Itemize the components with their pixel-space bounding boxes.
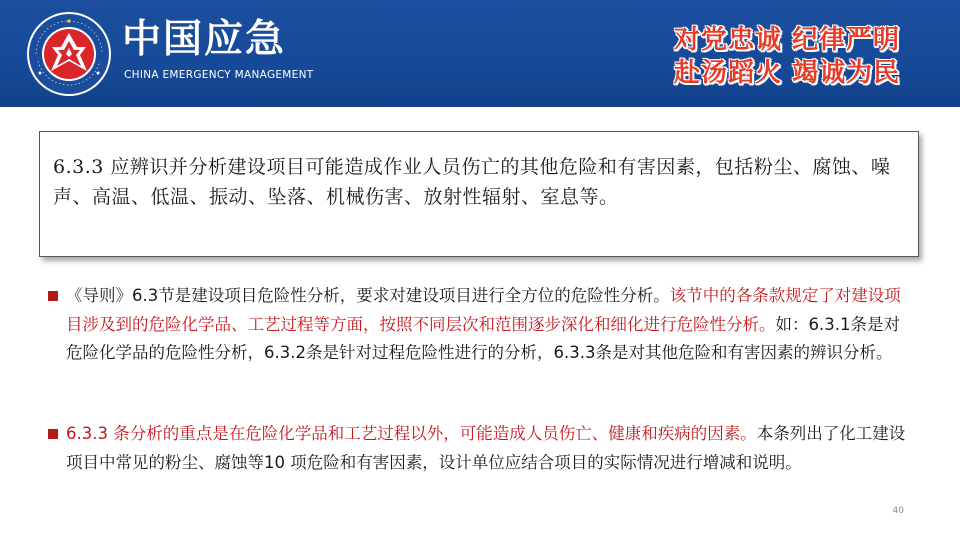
standard-quote-text: 6.3.3 应辨识并分析建设项目可能造成作业人员伤亡的其他危险和有害因素，包括粉尘、腐蚀、噪声、高温、低温、振动、坠落、机械伤害、放射性辐射、室息等。 (53, 156, 891, 208)
logo-chinese: 中国应急 (122, 17, 287, 62)
logo-english: CHINA EMERGENCY MANAGEMENT (124, 69, 314, 81)
china-emergency-management-emblem (26, 11, 112, 97)
page-number: 40 (892, 506, 904, 516)
standard-quote-box (39, 131, 919, 257)
bullet-2-part-1-highlight: 6.3.3 条分析的重点是在危险化学品和工艺过程以外，可能造成人员伤亡、健康和疾病的因素。 (66, 424, 757, 443)
bullet-1-part-2-highlight: 该节中的各条款规定了对建设项目涉及到的危险化学品、工艺过程等方面，按照不同层次和范围逐步深化和细化进行危险性分析。 (66, 286, 901, 334)
slogan-line-2: 赴汤蹈火 竭诚为民 (673, 58, 900, 88)
bullet-1-part-1: 《导则》6.3节是建设项目危险性分析，要求对建设项目进行全方位的危险性分析。 (66, 286, 670, 305)
bullet-item-1 (48, 282, 908, 368)
header-bar (0, 0, 960, 107)
slogan-line-1: 对党忠诚 纪律严明 (673, 25, 900, 55)
bullet-1-part-3: 如：6.3.1条是对危险化学品的危险性分析，6.3.2条是针对过程危险性进行的分析，6.3.3条是对其他危险和有害因素的辨识分析。 (66, 314, 900, 362)
square-bullet-icon (48, 291, 58, 301)
bullet-1-text (48, 282, 908, 368)
bullet-item-2 (48, 420, 908, 477)
square-bullet-icon (48, 429, 58, 439)
bullet-2-text (48, 420, 908, 477)
bullet-2-part-2: 本条列出了化工建设项目中常见的粉尘、腐蚀等10 项危险和有害因素，设计单位应结合项目的实际情况进行增减和说明。 (66, 424, 906, 472)
